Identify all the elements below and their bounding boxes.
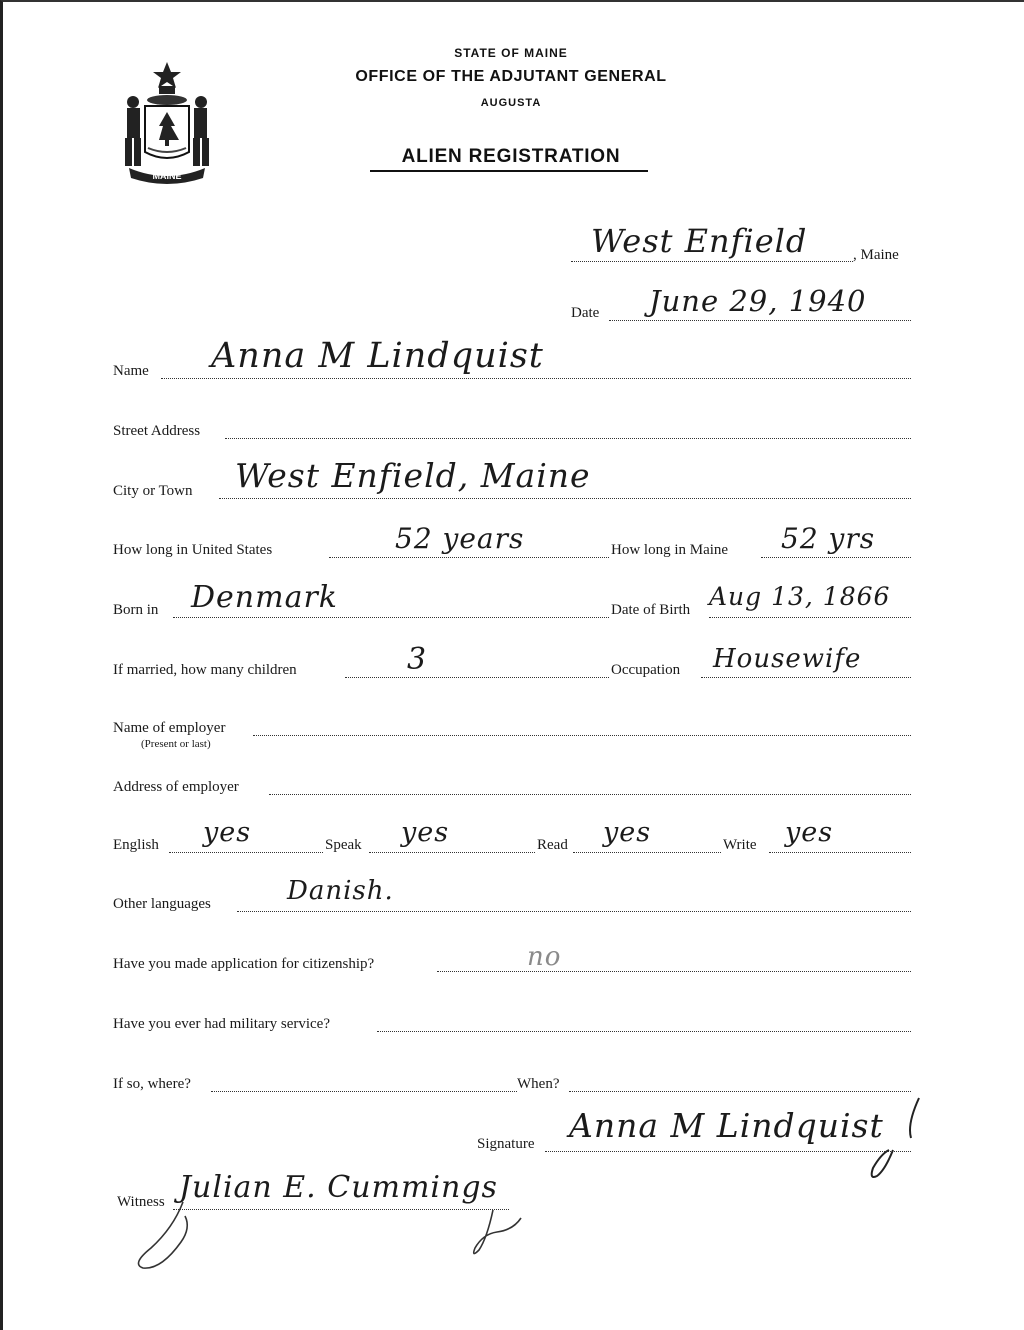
title-underline [370, 170, 648, 172]
place-suffix: , Maine [853, 247, 899, 263]
where-label: If so, where? [113, 1076, 191, 1092]
date-value: June 29, 1940 [649, 284, 867, 318]
born-label: Born in [113, 602, 159, 618]
children-value: 3 [407, 642, 428, 677]
speak-label: Speak [325, 837, 362, 853]
military-label: Have you ever had military service? [113, 1016, 330, 1032]
occupation-label: Occupation [611, 662, 681, 678]
other-languages-label: Other languages [113, 896, 211, 912]
header-state: STATE OF MAINE [454, 46, 568, 60]
seal-banner-text: MAINE [152, 171, 182, 181]
street-label: Street Address [113, 423, 201, 439]
city-label: City or Town [113, 483, 193, 499]
citizenship-label: Have you made application for citizenship? [113, 956, 375, 972]
employer-address-label: Address of employer [113, 779, 239, 795]
other-languages-value: Danish. [287, 876, 394, 906]
born-value: Denmark [191, 580, 338, 615]
occupation-value: Housewife [713, 644, 862, 674]
maine-years-label: How long in Maine [611, 542, 729, 558]
date-label: Date [571, 305, 600, 321]
children-label: If married, how many children [113, 662, 297, 678]
employer-label: Name of employer [113, 720, 226, 736]
form-title: ALIEN REGISTRATION [401, 146, 621, 167]
witness-flourish [121, 1198, 541, 1278]
read-value: yes [603, 817, 652, 848]
header-office: OFFICE OF THE ADJUTANT GENERAL [355, 68, 667, 85]
name-value: Anna M Lindquist [211, 336, 544, 376]
witness-label: Witness [117, 1194, 165, 1210]
citizenship-value: no [527, 942, 562, 972]
witness-value: Julian E. Cummings [179, 1170, 498, 1205]
english-value: yes [203, 817, 252, 848]
read-label: Read [537, 837, 568, 853]
dob-value: Aug 13, 1866 [709, 582, 891, 611]
us-years-label: How long in United States [113, 542, 273, 558]
header-city: AUGUSTA [480, 97, 542, 109]
dob-label: Date of Birth [611, 602, 691, 618]
maine-years-value: 52 yrs [781, 522, 876, 555]
city-value: West Enfield, Maine [235, 456, 591, 495]
name-label: Name [113, 363, 149, 379]
us-years-value: 52 years [395, 522, 525, 555]
when-label: When? [517, 1076, 560, 1092]
write-value: yes [785, 817, 834, 848]
place-value: West Enfield [591, 222, 808, 260]
employer-sublabel: (Present or last) [141, 738, 211, 750]
write-label: Write [723, 837, 757, 853]
signature-flourish [823, 1094, 923, 1184]
signature-label: Signature [477, 1136, 535, 1152]
signature-value: Anna M Lindquist [569, 1106, 884, 1145]
english-label: English [113, 837, 159, 853]
speak-value: yes [401, 817, 450, 848]
